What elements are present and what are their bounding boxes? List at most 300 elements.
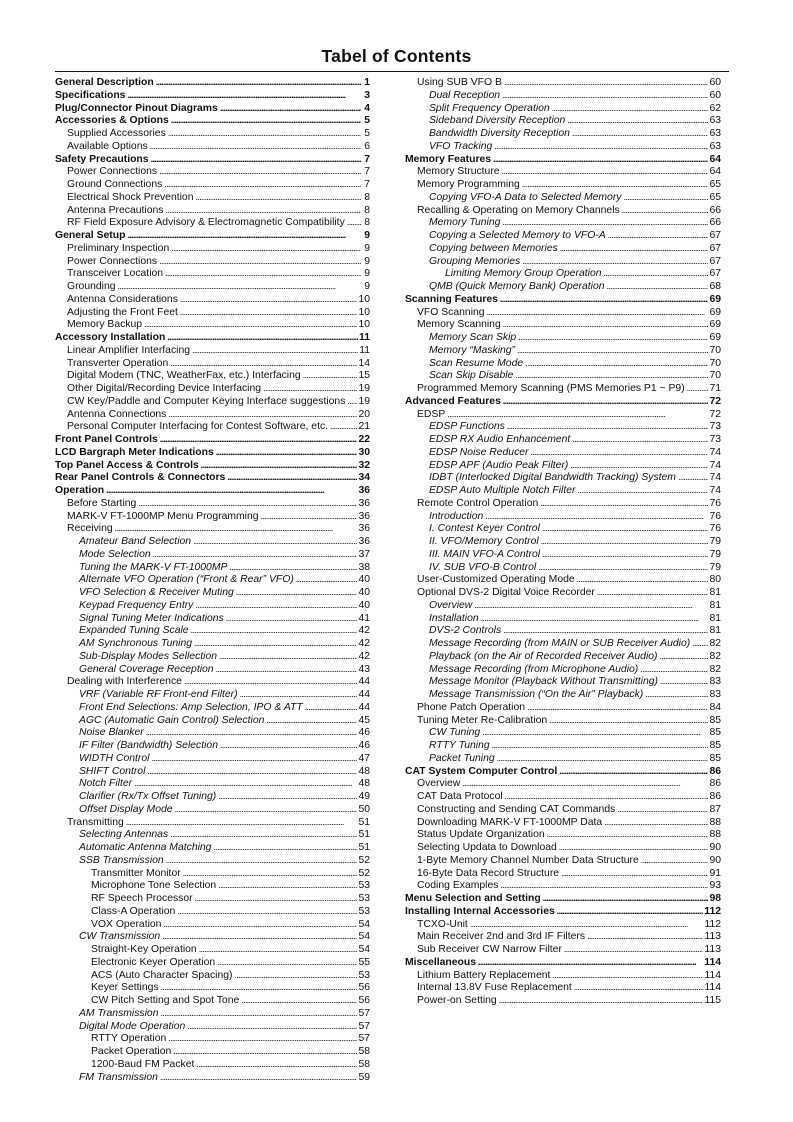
toc-leader-dots — [564, 943, 704, 956]
toc-entry-label: Selecting Updata to Download — [417, 842, 557, 853]
toc-entry — [405, 255, 721, 268]
toc-entry-label: Internal 13.8V Fuse Replacement — [417, 982, 572, 994]
toc-leader-dots — [106, 484, 357, 497]
toc-entry-label: Dual Reception — [429, 89, 501, 101]
toc-entry-label: Transmitter Monitor — [91, 867, 181, 879]
toc-leader-dots — [617, 803, 708, 816]
toc-entry — [405, 344, 721, 357]
toc-entry-page: 114 — [704, 969, 721, 981]
toc-entry — [55, 229, 370, 242]
toc-entry-page: 81 — [709, 625, 721, 637]
toc-entry-page: 98 — [709, 893, 721, 904]
toc-entry-page: 70 — [709, 357, 721, 369]
toc-entry-label: WIDTH Control — [79, 752, 150, 764]
toc-entry-label: IV. SUB VFO-B Control — [429, 561, 537, 573]
toc-entry-label: Power Connections — [67, 166, 158, 178]
toc-entry — [55, 892, 370, 905]
toc-entry-page: 42 — [358, 625, 370, 637]
toc-entry-page: 74 — [709, 459, 721, 471]
toc-leader-dots — [538, 561, 708, 574]
toc-entry — [55, 446, 370, 459]
toc-entry-label: VOX Operation — [91, 918, 162, 930]
toc-leader-dots — [170, 828, 357, 841]
toc-entry — [55, 918, 370, 931]
toc-entry-label: Scanning Features — [405, 293, 498, 305]
toc-entry-label: VFO Selection & Receiver Muting — [79, 587, 234, 598]
toc-entry-page: 66 — [709, 204, 721, 216]
toc-entry-page: 64 — [709, 153, 721, 165]
toc-entry — [55, 573, 370, 586]
toc-leader-dots — [492, 739, 709, 752]
toc-entry — [55, 114, 370, 127]
toc-entry-label: Keyer Settings — [91, 982, 159, 994]
toc-entry-page: 44 — [358, 676, 370, 688]
toc-leader-dots — [604, 267, 709, 280]
toc-leader-dots — [134, 777, 357, 790]
toc-leader-dots — [500, 879, 708, 892]
toc-entry-label: LCD Bargraph Meter Indications — [55, 446, 214, 458]
toc-entry-page: 74 — [709, 485, 721, 496]
toc-leader-dots — [216, 446, 358, 459]
toc-entry — [55, 344, 370, 357]
toc-entry-label: Specifications — [55, 89, 126, 101]
toc-leader-dots — [138, 497, 357, 510]
toc-entry-label: Linear Amplifier Interfacing — [67, 344, 191, 356]
toc-entry-page: 41 — [358, 612, 370, 624]
toc-entry-page: 53 — [358, 880, 370, 892]
toc-leader-dots — [692, 637, 708, 650]
toc-entry — [55, 765, 370, 778]
toc-entry-page: 53 — [358, 905, 370, 917]
toc-entry-label: Dealing with Interference — [67, 676, 182, 688]
toc-entry — [405, 663, 721, 676]
toc-entry-page: 68 — [709, 281, 721, 292]
toc-entry — [55, 905, 370, 918]
toc-entry — [405, 433, 721, 446]
toc-entry-label: Digital Mode Operation — [79, 1020, 186, 1032]
toc-entry-label: IF Filter (Bandwidth) Selection — [79, 740, 218, 751]
toc-entry — [55, 382, 370, 395]
toc-entry-label: Phone Patch Operation — [417, 701, 526, 713]
toc-leader-dots — [499, 994, 704, 1007]
toc-entry-page: 73 — [709, 434, 721, 445]
toc-entry — [55, 178, 370, 191]
toc-entry — [55, 739, 370, 752]
toc-entry-page: 40 — [358, 574, 370, 586]
toc-leader-dots — [624, 191, 709, 204]
toc-leader-dots — [213, 841, 357, 854]
toc-entry-page: 19 — [358, 395, 370, 407]
toc-leader-dots — [522, 178, 709, 191]
toc-entry-label: SSB Transmission — [79, 854, 164, 866]
toc-leader-dots — [478, 956, 703, 969]
toc-entry-label: Power Connections — [67, 255, 158, 267]
toc-entry-page: 79 — [709, 561, 721, 573]
toc-entry — [55, 89, 370, 102]
toc-leader-dots — [347, 216, 361, 229]
toc-entry-page: 1 — [364, 77, 370, 88]
toc-entry — [405, 854, 721, 867]
toc-entry-page: 83 — [709, 689, 721, 700]
toc-entry-label: Memory Backup — [67, 319, 143, 331]
toc-entry-page: 69 — [709, 293, 721, 305]
toc-entry — [55, 701, 370, 714]
toc-entry-page: 114 — [704, 982, 721, 994]
toc-entry — [405, 267, 721, 280]
toc-entry-label: Memory Features — [405, 153, 492, 165]
toc-entry-page: 90 — [709, 854, 721, 866]
toc-leader-dots — [266, 714, 357, 727]
toc-entry — [405, 573, 721, 586]
toc-entry — [55, 930, 370, 943]
toc-entry-page: 67 — [709, 268, 721, 280]
toc-entry-page: 11 — [359, 344, 370, 356]
toc-entry — [55, 548, 370, 561]
toc-leader-dots — [194, 637, 357, 650]
toc-leader-dots — [126, 816, 358, 829]
toc-entry-label: IDBT (Interlocked Digital Bandwidth Tracking) System — [429, 472, 676, 484]
toc-entry-label: Miscellaneous — [405, 956, 477, 968]
toc-entry-label: Available Options — [67, 140, 148, 152]
toc-entry-label: Installing Internal Accessories — [405, 905, 555, 917]
toc-entry-page: 47 — [358, 752, 370, 764]
toc-leader-dots — [147, 765, 357, 778]
toc-entry-page: 44 — [358, 689, 370, 700]
toc-entry-page: 86 — [709, 778, 721, 790]
toc-entry — [405, 242, 721, 255]
toc-entry — [55, 816, 370, 829]
toc-entry-label: Constructing and Sending CAT Commands — [417, 803, 616, 815]
toc-entry-label: Message Monitor (Playback Without Transmitting) — [429, 676, 658, 688]
toc-entry-label: I. Contest Keyer Control — [429, 523, 540, 535]
page-title: Tabel of Contents — [321, 46, 472, 66]
toc-leader-dots — [168, 1032, 357, 1045]
toc-entry-label: Copying between Memories — [429, 242, 558, 254]
toc-entry — [405, 178, 721, 191]
toc-entry-label: QMB (Quick Memory Bank) Operation — [429, 281, 605, 292]
toc-leader-dots — [168, 127, 361, 140]
toc-entry — [405, 459, 721, 472]
toc-entry-page: 88 — [709, 816, 721, 828]
toc-entry — [55, 1032, 370, 1045]
toc-entry — [55, 293, 370, 306]
toc-entry-label: Introduction — [429, 510, 484, 522]
toc-entry-page: 74 — [709, 446, 721, 458]
toc-leader-dots — [518, 331, 708, 344]
title-rule — [55, 71, 729, 72]
toc-leader-dots — [504, 76, 709, 89]
toc-entry — [55, 357, 370, 370]
toc-entry — [405, 828, 721, 841]
toc-entry-page: 45 — [358, 714, 370, 726]
toc-entry — [55, 165, 370, 178]
toc-entry-label: Coding Examples — [417, 880, 499, 892]
toc-entry-label: Transverter Operation — [67, 357, 169, 369]
toc-leader-dots — [195, 599, 357, 612]
toc-leader-dots — [559, 841, 709, 854]
toc-entry-label: Using SUB VFO B — [417, 77, 502, 88]
toc-entry-page: 64 — [709, 166, 721, 178]
toc-entry-page: 36 — [358, 485, 370, 496]
toc-entry-label: Scan Skip Disable — [429, 370, 514, 382]
toc-leader-dots — [560, 242, 709, 255]
toc-entry-page: 7 — [364, 153, 370, 165]
toc-leader-dots — [150, 140, 361, 153]
toc-entry-label: Signal Tuning Meter Indications — [79, 612, 224, 624]
toc-leader-dots — [303, 369, 358, 382]
toc-entry-page: 114 — [704, 956, 721, 968]
toc-leader-dots — [474, 599, 708, 612]
toc-entry-label: Selecting Antennas — [79, 829, 169, 841]
toc-leader-dots — [118, 280, 361, 293]
toc-entry-label: Remote Control Operation — [417, 497, 539, 509]
toc-entry — [405, 841, 721, 854]
toc-entry — [405, 89, 721, 102]
toc-entry-label: CW Pitch Setting and Spot Tone — [91, 995, 240, 1006]
toc-entry-page: 87 — [709, 803, 721, 815]
toc-entry — [55, 841, 370, 854]
toc-entry-label: Status Update Organization — [417, 829, 545, 841]
toc-leader-dots — [567, 114, 708, 127]
toc-entry — [55, 459, 370, 472]
toc-entry — [405, 153, 721, 166]
toc-entry — [405, 357, 721, 370]
toc-entry-page: 54 — [358, 931, 370, 943]
toc-entry — [55, 624, 370, 637]
toc-entry-page: 81 — [709, 587, 721, 598]
toc-entry-label: ACS (Auto Character Spacing) — [91, 969, 233, 981]
toc-entry-label: Installation — [429, 612, 479, 624]
toc-entry-page: 85 — [709, 727, 721, 739]
toc-entry-label: Expanded Tuning Scale — [79, 625, 189, 637]
toc-leader-dots — [542, 522, 709, 535]
toc-entry-label: Memory Tuning — [429, 217, 501, 229]
toc-leader-dots — [559, 765, 708, 778]
toc-entry-label: CAT System Computer Control — [405, 765, 558, 777]
toc-entry-page: 42 — [358, 638, 370, 649]
toc-leader-dots — [261, 510, 358, 523]
toc-leader-dots — [193, 535, 357, 548]
toc-entry-page: 54 — [358, 944, 370, 955]
toc-entry — [405, 535, 721, 548]
toc-entry-page: 81 — [709, 599, 721, 611]
toc-leader-dots — [127, 89, 361, 102]
toc-entry-page: 82 — [709, 663, 721, 675]
toc-entry — [405, 229, 721, 242]
toc-leader-dots — [235, 969, 358, 982]
toc-leader-dots — [678, 471, 708, 484]
toc-entry — [55, 369, 370, 382]
toc-entry-label: RF Field Exposure Advisory & Electromagnetic Compatibility — [67, 217, 345, 229]
toc-entry-page: 6 — [364, 140, 370, 152]
toc-entry-page: 66 — [709, 217, 721, 229]
toc-entry-page: 36 — [358, 510, 370, 522]
toc-entry-label: Amateur Band Selection — [79, 536, 192, 547]
toc-leader-dots — [640, 663, 708, 676]
toc-entry — [55, 637, 370, 650]
toc-leader-dots — [462, 777, 708, 790]
toc-entry — [405, 586, 721, 599]
toc-entry — [55, 612, 370, 625]
toc-leader-dots — [161, 981, 358, 994]
toc-leader-dots — [165, 204, 361, 217]
toc-leader-dots — [494, 140, 708, 153]
toc-entry-page: 36 — [358, 523, 370, 535]
toc-entry-label: Message Recording (from MAIN or SUB Receiver Audio) — [429, 638, 691, 649]
toc-entry — [405, 471, 721, 484]
toc-entry — [55, 790, 370, 803]
toc-entry — [55, 1020, 370, 1033]
toc-entry-label: Microphone Tone Selection — [91, 880, 217, 892]
toc-entry-page: 8 — [364, 191, 370, 203]
toc-entry — [405, 204, 721, 217]
toc-entry-page: 69 — [709, 319, 721, 331]
toc-leader-dots — [218, 790, 357, 803]
toc-entry — [55, 777, 370, 790]
toc-entry-page: 49 — [358, 791, 370, 802]
toc-entry — [405, 331, 721, 344]
toc-leader-dots — [497, 752, 709, 765]
toc-entry-label: Packet Operation — [91, 1046, 172, 1057]
toc-entry-page: 3 — [364, 89, 370, 101]
toc-leader-dots — [115, 522, 358, 535]
toc-entry-page: 52 — [358, 867, 370, 879]
toc-entry-page: 58 — [358, 1058, 370, 1070]
toc-entry-page: 10 — [358, 293, 370, 305]
toc-entry-label: Electronic Keyer Operation — [91, 956, 216, 968]
toc-leader-dots — [540, 497, 708, 510]
toc-leader-dots — [216, 663, 358, 676]
toc-entry-page: 76 — [709, 510, 721, 522]
toc-leader-dots — [525, 357, 708, 370]
toc-entry-page: 83 — [709, 676, 721, 688]
toc-entry-page: 15 — [358, 370, 370, 382]
toc-entry-page: 9 — [364, 242, 370, 254]
toc-entry-label: Ground Connections — [67, 179, 163, 190]
toc-leader-dots — [163, 918, 357, 931]
toc-entry — [405, 127, 721, 140]
toc-entry-page: 112 — [704, 905, 721, 917]
toc-entry-label: General Setup — [55, 230, 126, 241]
toc-entry-label: General Coverage Reception — [79, 663, 214, 675]
toc-entry — [55, 1007, 370, 1020]
toc-leader-dots — [160, 1007, 357, 1020]
toc-entry-label: Sub-Display Modes Sellection — [79, 650, 218, 662]
toc-entry-label: Operation — [55, 485, 105, 496]
toc-entry-label: Message Recording (from Microphone Audio) — [429, 663, 639, 675]
toc-entry — [405, 790, 721, 803]
toc-entry-label: Accessories & Options — [55, 115, 169, 127]
toc-entry-label: Lithium Battery Replacement — [417, 969, 551, 981]
toc-left-column — [55, 76, 370, 1083]
toc-entry-label: Grouping Memories — [429, 255, 521, 267]
toc-entry — [405, 624, 721, 637]
toc-entry — [55, 854, 370, 867]
toc-entry-label: RTTY Operation — [91, 1033, 167, 1045]
toc-entry — [55, 752, 370, 765]
toc-entry-label: CW Key/Paddle and Computer Keying Interface suggestions — [67, 395, 346, 407]
toc-entry-page: 20 — [358, 408, 370, 420]
toc-leader-dots — [159, 255, 361, 268]
toc-leader-dots — [199, 943, 358, 956]
toc-entry-label: FM Transmission — [79, 1071, 158, 1083]
toc-entry — [55, 216, 370, 229]
toc-entry — [405, 816, 721, 829]
toc-entry-label: Main Receiver 2nd and 3rd IF Filters — [417, 931, 586, 943]
toc-leader-dots — [604, 816, 708, 829]
toc-leader-dots — [220, 102, 361, 115]
toc-entry-label: Recalling & Operating on Memory Channels — [417, 204, 620, 216]
toc-entry — [55, 1071, 370, 1084]
toc-leader-dots — [543, 892, 709, 905]
toc-entry-label: Automatic Antenna Matching — [79, 842, 212, 853]
toc-entry-page: 8 — [364, 217, 370, 229]
toc-entry — [55, 803, 370, 816]
toc-entry — [405, 918, 721, 931]
toc-entry-page: 82 — [709, 638, 721, 649]
toc-entry-page: 113 — [704, 931, 721, 943]
toc-leader-dots — [503, 318, 709, 331]
toc-entry — [405, 892, 721, 905]
toc-leader-dots — [608, 229, 709, 242]
toc-entry-page: 57 — [358, 1007, 370, 1019]
toc-entry-label: Sub Receiver CW Narrow Filter — [417, 944, 562, 955]
toc-entry-label: Other Digital/Recording Device Interfacing — [67, 383, 262, 394]
toc-entry-page: 36 — [358, 497, 370, 509]
toc-entry — [405, 561, 721, 574]
toc-leader-dots — [503, 395, 709, 408]
toc-entry-label: Preliminary Inspection — [67, 242, 170, 254]
toc-entry-label: Plug/Connector Pinout Diagrams — [55, 102, 218, 114]
toc-entry-label: Limiting Memory Group Operation — [445, 268, 602, 280]
toc-entry-label: Memory Structure — [417, 166, 500, 178]
toc-entry — [405, 165, 721, 178]
toc-entry — [405, 905, 721, 918]
toc-entry-page: 30 — [358, 446, 370, 458]
toc-entry — [55, 76, 370, 89]
toc-entry-label: Overview — [417, 778, 461, 790]
toc-entry — [55, 675, 370, 688]
toc-entry-label: II. VFO/Memory Control — [429, 536, 539, 547]
toc-leader-dots — [167, 331, 358, 344]
toc-entry-page: 9 — [364, 268, 370, 280]
toc-entry-page: 57 — [358, 1020, 370, 1032]
toc-entry-label: Memory “Masking” — [429, 344, 516, 356]
toc-leader-dots — [229, 561, 357, 574]
toc-leader-dots — [447, 408, 708, 421]
toc-leader-dots — [597, 586, 709, 599]
toc-entry — [55, 408, 370, 421]
toc-entry — [55, 726, 370, 739]
toc-entry-page: 14 — [358, 357, 370, 369]
toc-entry-page: 9 — [364, 281, 370, 292]
toc-leader-dots — [330, 420, 357, 433]
toc-entry-page: 91 — [709, 867, 721, 879]
toc-leader-dots — [175, 803, 358, 816]
toc-leader-dots — [502, 89, 708, 102]
toc-entry — [405, 739, 721, 752]
toc-entry-label: Receiving — [67, 523, 113, 535]
toc-entry-label: Alternate VFO Operation (“Front & Rear” VFO) — [79, 574, 294, 586]
toc-leader-dots — [236, 586, 358, 599]
toc-leader-dots — [552, 102, 709, 115]
toc-entry-label: Antenna Considerations — [67, 293, 178, 305]
toc-entry — [55, 969, 370, 982]
toc-leader-dots — [660, 675, 708, 688]
toc-entry-page: 67 — [709, 242, 721, 254]
toc-entry — [55, 510, 370, 523]
toc-leader-dots — [241, 994, 357, 1007]
